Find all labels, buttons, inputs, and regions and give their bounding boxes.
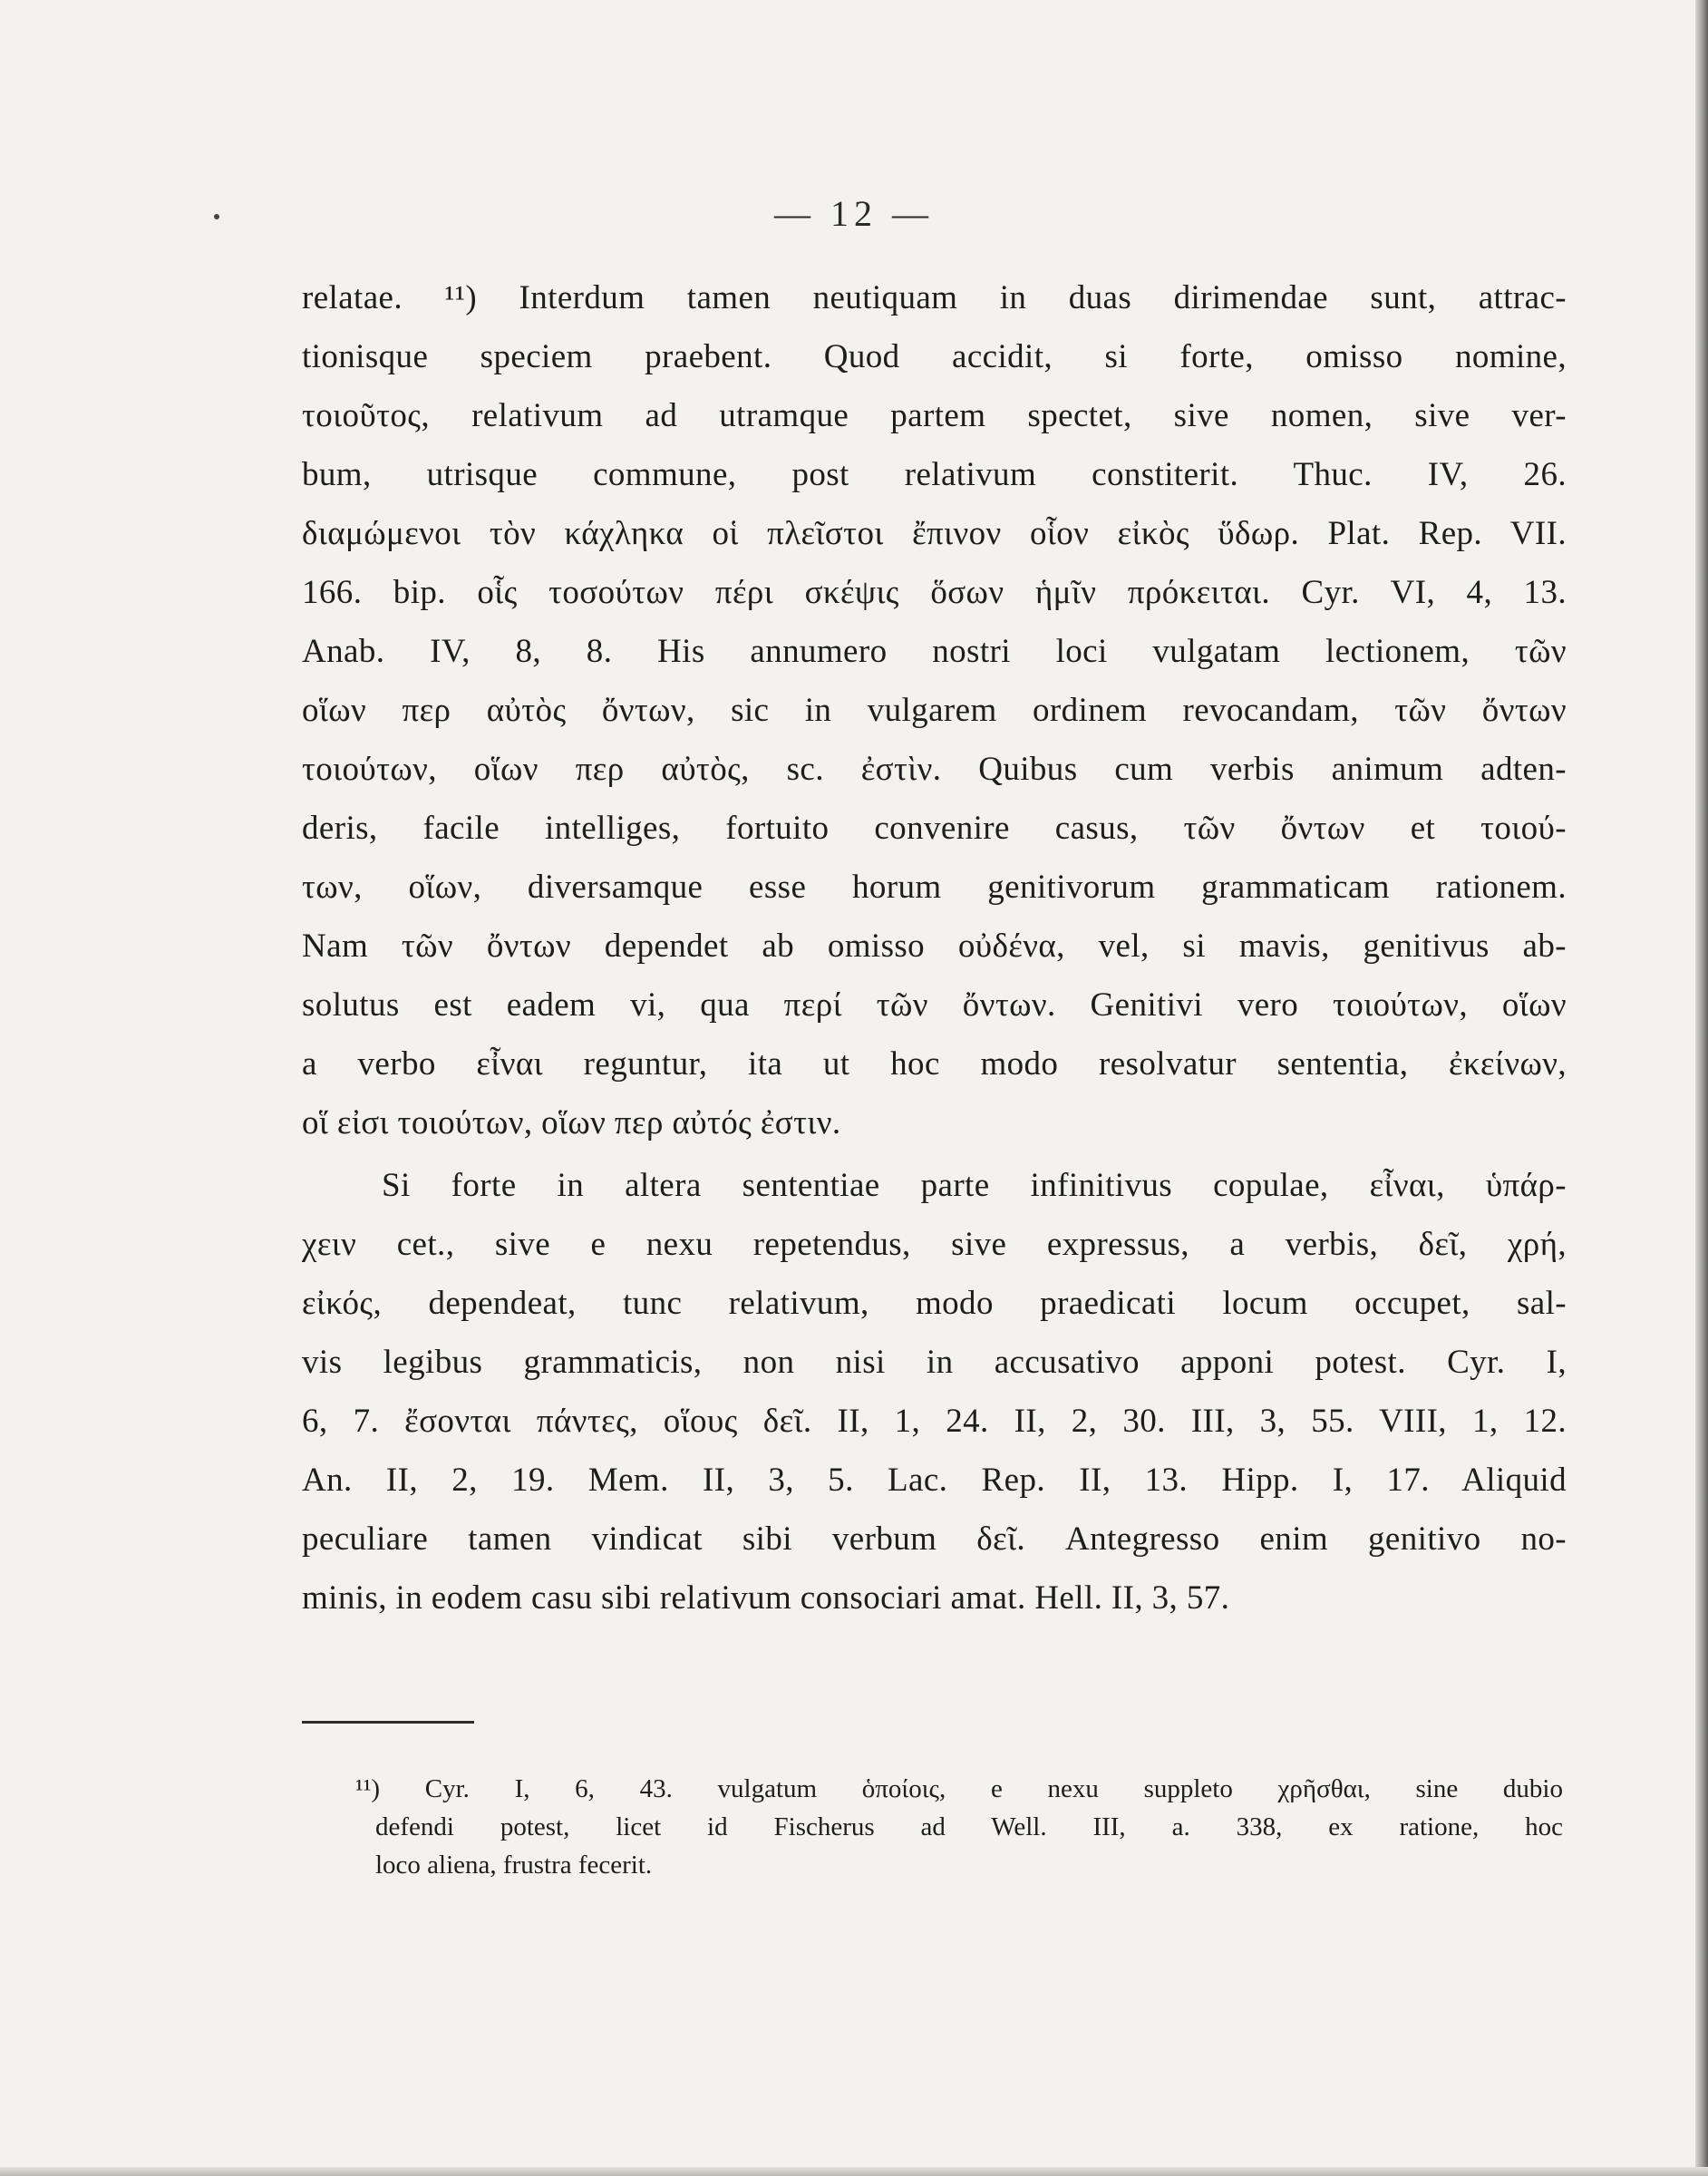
- text-line: εἰκός, dependeat, tunc relativum, modo praedicati locum occupet, sal-: [302, 1285, 1567, 1322]
- text-line: 6, 7. ἔσονται πάντες, οἵους δεῖ. II, 1, 24. II, 2, 30. III, 3, 55. VIII, 1, 12.: [302, 1403, 1567, 1440]
- page-number: — 12 —: [774, 193, 934, 234]
- footnote-line: defendi potest, licet id Fischerus ad Well. III, a. 338, ex ratione, hoc: [375, 1812, 1563, 1841]
- text-line: τοιούτων, οἵων περ αὐτὸς, sc. ἐστὶν. Quibus cum verbis animum adten-: [302, 751, 1567, 788]
- text-line: bum, utrisque commune, post relativum constiterit. Thuc. IV, 26.: [302, 456, 1567, 493]
- footnote-divider: [302, 1721, 474, 1724]
- text-line: vis legibus grammaticis, non nisi in accusativo apponi potest. Cyr. I,: [302, 1344, 1567, 1381]
- text-line: An. II, 2, 19. Mem. II, 3, 5. Lac. Rep. II, 13. Hipp. I, 17. Aliquid: [302, 1462, 1567, 1499]
- text-line: διαμώμενοι τὸν κάχληκα οἱ πλεῖστοι ἔπινον οἷον εἰκὸς ὕδωρ. Plat. Rep. VII.: [302, 515, 1567, 552]
- text-line: minis, in eodem casu sibi relativum consociari amat. Hell. II, 3, 57.: [302, 1579, 1230, 1617]
- text-line: οἵων περ αὐτὸς ὄντων, sic in vulgarem ordinem revocandam, τῶν ὄντων: [302, 692, 1567, 729]
- footnote-line: loco aliena, frustra fecerit.: [375, 1851, 653, 1880]
- text-line: Si forte in altera sententiae parte infinitivus copulae, εἶναι, ὑπάρ-: [382, 1167, 1567, 1204]
- text-line: deris, facile intelliges, fortuito convenire casus, τῶν ὄντων et τοιού-: [302, 810, 1567, 847]
- text-line: Anab. IV, 8, 8. His annumero nostri loci vulgatam lectionem, τῶν: [302, 633, 1567, 670]
- text-line: Nam τῶν ὄντων dependet ab omisso οὐδένα, vel, si mavis, genitivus ab-: [302, 928, 1567, 965]
- text-line: τοιοῦτος, relativum ad utramque partem spectet, sive nomen, sive ver-: [302, 397, 1567, 434]
- text-line: relatae. ¹¹) Interdum tamen neutiquam in duas dirimendae sunt, attrac-: [302, 279, 1567, 316]
- page-binding-edge: [1695, 0, 1708, 2176]
- text-line: χειν cet., sive e nexu repetendus, sive expressus, a verbis, δεῖ, χρή,: [302, 1226, 1567, 1263]
- text-line: 166. bip. οἷς τοσούτων πέρι σκέψις ὅσων ἡμῖν πρόκειται. Cyr. VI, 4, 13.: [302, 574, 1567, 611]
- text-line: a verbo εἶναι reguntur, ita ut hoc modo resolvatur sententia, ἐκείνων,: [302, 1045, 1567, 1083]
- main-text: [302, 268, 1567, 1627]
- text-line: peculiare tamen vindicat sibi verbum δεῖ. Antegresso enim genitivo no-: [302, 1520, 1567, 1558]
- text-line: των, οἵων, diversamque esse horum genitivorum grammaticam rationem.: [302, 869, 1567, 906]
- text-line: tionisque speciem praebent. Quod accidit, si forte, omisso nomine,: [302, 338, 1567, 375]
- text-line: solutus est eadem vi, qua περί τῶν ὄντων. Genitivi vero τοιούτων, οἵων: [302, 986, 1567, 1024]
- text-line: οἵ εἰσι τοιούτων, οἵων περ αὐτός ἐστιν.: [302, 1104, 841, 1141]
- footnote: [355, 1770, 1563, 1884]
- footnote-line: ¹¹) Cyr. I, 6, 43. vulgatum ὁποίοις, e nexu suppleto χρῆσθαι, sine dubio: [355, 1774, 1563, 1803]
- page-bottom-edge: [0, 2167, 1708, 2176]
